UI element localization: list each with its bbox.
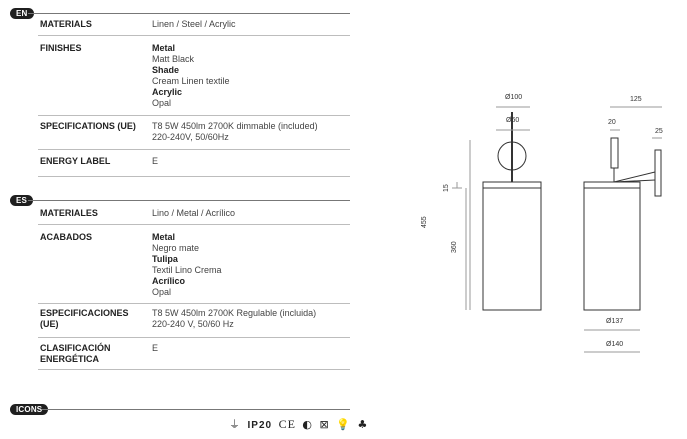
finish-group-metal: Metal — [152, 232, 176, 242]
finish-value: Negro mate — [152, 243, 200, 253]
side-shade-body — [584, 188, 640, 310]
spec-line: T8 5W 450lm 2700K Regulable (incluida) — [152, 308, 317, 318]
energy-class-icon: ♣ — [357, 418, 369, 431]
section-tag-en: EN — [10, 8, 34, 19]
bulb-included-icon: 💡 — [336, 418, 351, 431]
materials-value: Linen / Steel / Acrylic — [152, 19, 236, 29]
shade-body — [483, 188, 541, 310]
finish-value: Opal — [152, 98, 172, 108]
materiales-value: Lino / Metal / Acrílico — [152, 208, 236, 218]
finish-group-shade: Shade — [152, 65, 180, 75]
finish-group-acrilico: Acrílico — [152, 276, 186, 286]
materiales-label: MATERIALES — [40, 208, 98, 218]
finish-value: Opal — [152, 287, 172, 297]
side-bulb-holder — [611, 138, 618, 168]
finish-value: Matt Black — [152, 54, 195, 64]
ce-mark-icon: CE — [278, 417, 296, 431]
energy-label-label: ENERGY LABEL — [40, 156, 111, 166]
dim-label-w20: 20 — [608, 119, 616, 126]
dim-label-w25: 25 — [655, 128, 663, 135]
shade-cap — [483, 182, 541, 188]
finish-group-acrylic: Acrylic — [152, 87, 183, 97]
specifications-label: SPECIFICATIONS (UE) — [40, 121, 136, 131]
dim-label-h455: 455 — [421, 216, 428, 228]
side-wall-plate — [655, 150, 661, 196]
label-line: ESPECIFICACIONES — [40, 308, 129, 318]
dim-label-d140: Ø140 — [606, 341, 624, 348]
finish-group-metal: Metal — [152, 43, 176, 53]
finish-value: Cream Linen textile — [152, 76, 230, 86]
finishes-label: FINISHES — [40, 43, 82, 53]
dim-label-d100: Ø100 — [505, 94, 523, 101]
side-shade-cap — [584, 182, 640, 188]
earth-ground-icon: ⏚ — [229, 418, 241, 431]
label-line: (UE) — [40, 319, 59, 329]
dim-label-w125: 125 — [630, 96, 642, 103]
finish-group-tulipa: Tulipa — [152, 254, 178, 264]
finish-value: Textil Lino Crema — [152, 265, 222, 275]
spec-line: 220-240V, 50/60Hz — [152, 132, 229, 142]
label-line: CLASIFICACIÓN — [40, 343, 111, 353]
energy-label-value: E — [152, 156, 159, 166]
dim-label-d137: Ø137 — [606, 318, 624, 325]
weee-bin-icon: ⊠ — [319, 418, 330, 431]
acabados-label: ACABADOS — [40, 232, 93, 242]
clasificacion-value: E — [152, 343, 159, 353]
section-tag-icons: ICONS — [10, 404, 48, 415]
dim-label-h360: 360 — [451, 241, 458, 253]
spec-line: 220-240 V, 50/60 Hz — [152, 319, 234, 329]
spec-line: T8 5W 450lm 2700K dimmable (included) — [152, 121, 318, 131]
materials-label: MATERIALS — [40, 19, 92, 29]
dimmable-icon: ◐ — [302, 418, 314, 431]
ip-rating: IP20 — [247, 420, 273, 431]
dim-label-d60: Ø60 — [506, 117, 520, 124]
section-tag-es: ES — [10, 195, 33, 206]
dim-label-h15: 15 — [443, 184, 450, 192]
label-line: ENERGÉTICA — [40, 354, 100, 364]
